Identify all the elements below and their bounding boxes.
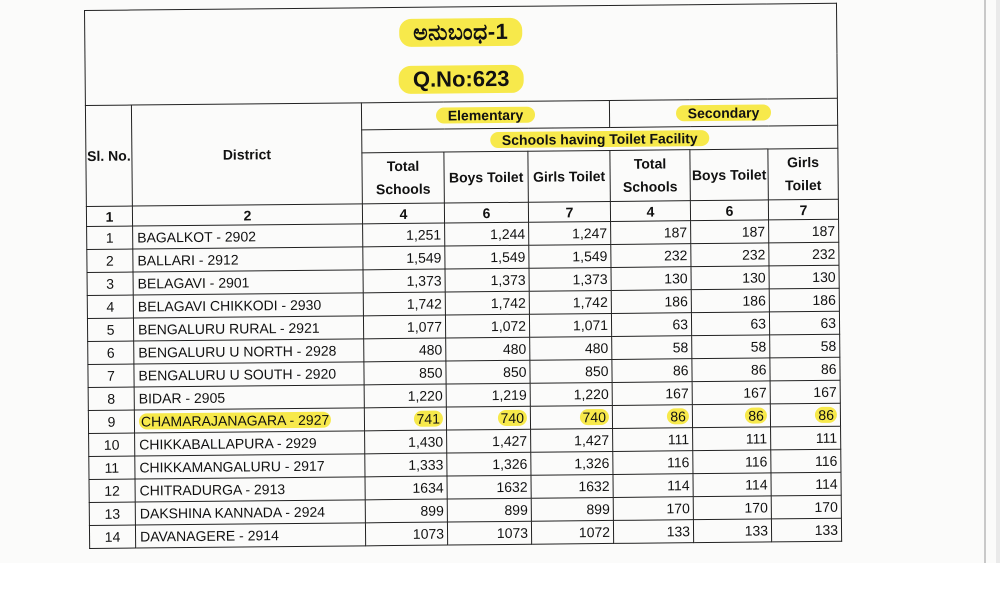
cell-e-boys [446,383,530,407]
serial-number: 6 [106,344,115,361]
secondary-header-cell [609,98,837,127]
cell-s-girls [770,334,840,358]
cell-e-girls [531,497,613,521]
district-name: CHAMARAJANAGARA - 2927 [140,411,330,430]
column-index: 6 [444,202,528,223]
cell-e-total [364,338,446,362]
cell-value: 1,549 [572,247,608,265]
cell-s-boys [692,358,770,382]
cell-value: 1,247 [572,224,608,242]
cell-sl [88,341,134,364]
cell-value: 1,742 [406,295,442,312]
cell-value: 58 [820,337,837,354]
cell-s-girls [769,288,839,312]
sl-no-header: Sl. No. [85,105,132,206]
cell-s-girls [770,380,840,404]
cell-value: 133 [744,522,769,539]
serial-number: 2 [105,252,114,269]
cell-e-boys [445,222,529,246]
cell-value: 1,326 [492,455,528,473]
cell-value: 740 [497,410,527,426]
cell-district [135,477,365,502]
cell-s-boys [692,335,770,359]
title-cell [85,3,837,61]
cell-e-total [364,384,446,408]
cell-sl [89,525,135,548]
cell-s-total [611,267,691,291]
cell-district [134,362,364,387]
cell-value: 130 [812,268,836,286]
district-name: DAVANAGERE - 2914 [139,527,279,545]
cell-value: 86 [820,360,837,377]
cell-value: 130 [742,269,766,286]
cell-e-boys [445,245,529,269]
cell-value: 133 [666,523,691,540]
cell-value: 86 [672,362,689,379]
serial-number: 10 [103,436,120,453]
cell-value: 167 [743,384,767,401]
secondary-header: Secondary [676,104,772,121]
cell-s-girls [769,219,839,243]
cell-value: 1,219 [491,386,527,404]
cell-value: 167 [665,385,689,402]
cell-value: 170 [744,499,768,516]
cell-e-total [365,453,447,477]
cell-value: 850 [503,363,527,380]
cell-e-girls [531,428,613,452]
sec-boys-toilet-header: Boys Toilet [690,149,768,201]
schools-toilet-header: Schools having Toilet Facility [490,130,710,148]
cell-value: 480 [418,341,443,358]
serial-number: 8 [107,390,116,407]
cell-e-total [363,223,445,247]
cell-value: 1,333 [408,456,444,473]
cell-e-girls [529,313,611,337]
cell-value: 116 [744,453,768,470]
cell-s-boys [693,473,771,497]
cell-s-girls [770,403,840,427]
cell-s-girls [771,518,841,542]
cell-value: 1,549 [490,248,526,266]
cell-district [135,500,365,525]
document-title: ಅನುಬಂಧ-1 [399,18,522,47]
cell-value: 1,549 [406,249,442,266]
cell-value: 133 [814,521,839,539]
elementary-header: Elementary [436,107,536,124]
table-body [87,219,842,548]
cell-value: 130 [664,270,688,287]
cell-e-boys [447,429,531,453]
cell-value: 86 [667,408,689,424]
cell-s-total [613,451,693,475]
cell-s-boys [691,266,769,290]
cell-e-boys [447,452,531,476]
serial-number: 7 [107,367,115,384]
cell-value: 899 [586,500,610,518]
cell-e-girls [529,290,611,314]
cell-s-total [613,428,693,452]
cell-s-girls [771,472,841,496]
cell-value: 186 [812,291,836,309]
cell-sl [87,318,133,341]
cell-value: 1,742 [572,293,608,311]
cell-sl [87,226,133,249]
cell-sl [87,272,133,295]
cell-value: 1,251 [406,226,442,243]
question-number: Q.No:623 [399,65,524,94]
cell-s-boys [691,289,769,313]
cell-s-total [611,244,691,268]
cell-district [134,385,364,410]
cell-e-total [365,499,447,523]
cell-value: 187 [811,222,836,240]
cell-sl [89,479,135,502]
sec-girls-toilet-header: Girls Toilet [768,148,839,200]
cell-s-total [611,290,691,314]
cell-value: 63 [672,316,689,333]
cell-s-girls [771,426,841,450]
cell-value: 86 [815,407,837,423]
cell-value: 1632 [578,477,610,495]
cell-s-boys [692,404,770,428]
cell-e-total [364,361,446,385]
cell-value: 116 [814,452,838,470]
cell-value: 1,220 [407,387,443,404]
column-index: 6 [690,200,768,221]
district-name: CHIKKAMANGALURU - 2917 [139,457,325,476]
cell-e-total [363,315,445,339]
cell-sl [88,410,134,433]
cell-value: 114 [815,475,838,493]
cell-value: 116 [666,454,690,471]
document-sheet [84,3,842,590]
cell-value: 86 [750,361,767,378]
cell-value: 114 [745,476,768,493]
district-name: BELAGAVI - 2901 [137,274,250,292]
district-name: BALLARI - 2912 [137,251,239,269]
cell-value: 1,326 [574,454,610,472]
cell-e-boys [447,521,531,545]
cell-district [133,247,363,272]
cell-sl [87,249,133,272]
elementary-header-cell [361,100,609,129]
cell-s-boys [693,496,771,520]
cell-district [135,431,365,456]
cell-e-girls [529,244,611,268]
cell-value: 480 [502,340,527,357]
cell-s-girls [769,311,839,335]
cell-e-total [363,269,445,293]
column-index: 4 [610,201,690,222]
district-name: CHITRADURGA - 2913 [139,481,286,499]
district-name: BIDAR - 2905 [138,389,226,407]
cell-value: 86 [745,407,767,423]
column-index: 4 [362,203,444,224]
cell-s-girls [771,449,841,473]
cell-sl [89,502,135,525]
cell-value: 480 [584,339,609,357]
cell-value: 170 [666,500,690,517]
cell-value: 1,077 [406,318,443,335]
district-header: District [131,103,362,206]
serial-number: 11 [104,459,120,476]
cell-s-girls [769,242,839,266]
cell-e-total [365,476,447,500]
cell-value: 232 [811,245,836,263]
cell-value: 111 [815,429,838,446]
serial-number: 4 [106,298,115,315]
cell-e-girls [531,451,613,475]
cell-e-total [364,407,446,431]
cell-value: 899 [504,501,528,518]
cell-value: 1634 [412,479,444,496]
column-index: 7 [528,201,610,222]
cell-e-boys [447,498,531,522]
cell-e-total [365,430,447,454]
cell-sl [89,456,135,479]
cell-e-girls [531,520,613,544]
cell-s-boys [691,312,769,336]
cell-s-boys [693,519,771,543]
cell-value: 741 [414,411,444,427]
cell-e-total [363,246,445,270]
cell-value: 111 [745,430,768,447]
cell-e-boys [446,406,530,430]
cell-s-total [611,221,691,245]
cell-s-boys [692,381,770,405]
cell-e-boys [447,475,531,499]
cell-value: 63 [820,314,837,331]
cell-district [134,408,364,433]
column-index: 2 [132,204,362,226]
cell-value: 187 [663,224,688,241]
cell-district [133,224,363,249]
cell-s-total [612,405,692,429]
cell-e-girls [529,221,611,245]
district-name: BAGALKOT - 2902 [137,228,257,246]
cell-e-boys [446,337,530,361]
cell-s-total [613,474,693,498]
cell-value: 58 [750,338,767,355]
cell-sl [89,433,135,456]
district-name: BELAGAVI CHIKKODI - 2930 [137,296,322,315]
toilet-facility-table [84,3,842,549]
cell-value: 1,072 [490,317,527,335]
cell-value: 1,742 [490,294,526,312]
cell-sl [87,295,133,318]
serial-number: 13 [104,505,121,522]
sec-total-schools-header: Total Schools [610,150,690,202]
serial-number: 9 [107,413,116,430]
cell-e-girls [530,382,612,406]
cell-value: 1,373 [572,270,608,288]
district-name: BENGALURU RURAL - 2921 [137,319,320,338]
serial-number: 12 [104,482,120,499]
cell-value: 186 [742,292,766,309]
cell-e-girls [531,474,613,498]
cell-value: 167 [813,383,837,401]
cell-value: 850 [585,362,609,380]
cell-sl [88,387,134,410]
cell-district [134,339,364,364]
cell-value: 899 [420,502,444,519]
elem-girls-toilet-header: Girls Toilet [528,150,610,202]
serial-number: 3 [106,275,115,292]
cell-e-girls [530,405,612,429]
cell-value: 114 [667,477,690,494]
cell-s-total [612,359,692,383]
cell-value: 1,430 [408,433,444,450]
cell-s-girls [771,495,841,519]
cell-s-boys [693,450,771,474]
serial-number: 5 [106,321,115,338]
cell-s-girls [769,265,839,289]
cell-s-total [613,520,693,544]
cell-e-total [363,292,445,316]
cell-s-boys [693,427,771,451]
cell-e-boys [445,291,529,315]
cell-e-boys [445,314,529,338]
cell-value: 111 [667,431,690,448]
scan-border [996,0,1000,563]
cell-district [135,454,365,479]
cell-s-boys [691,220,769,244]
column-index: 1 [86,206,132,226]
cell-value: 1073 [412,525,445,542]
cell-district [133,293,363,318]
cell-value: 1,220 [573,385,609,403]
cell-value: 1,373 [490,271,526,289]
cell-s-total [612,382,692,406]
column-index: 7 [768,199,838,220]
cell-value: 186 [664,293,688,310]
cell-value: 1,373 [406,272,442,289]
cell-e-total [365,522,447,546]
cell-value: 1073 [496,524,529,542]
cell-value: 63 [750,315,767,332]
cell-value: 232 [663,247,688,264]
district-name: BENGALURU U NORTH - 2928 [138,342,337,361]
serial-number: 1 [105,229,114,246]
cell-e-boys [446,360,530,384]
cell-s-total [613,497,693,521]
cell-s-total [612,336,692,360]
cell-e-girls [530,359,612,383]
cell-value: 187 [741,223,766,240]
cell-district [133,316,363,341]
cell-value: 232 [741,246,766,263]
cell-e-girls [530,336,612,360]
cell-value: 1,427 [492,432,528,450]
elem-boys-toilet-header: Boys Toilet [444,151,528,203]
cell-e-boys [445,268,529,292]
cell-e-girls [529,267,611,291]
district-name: BENGALURU U SOUTH - 2920 [138,365,337,384]
elem-total-schools-header: Total Schools [362,152,444,204]
cell-district [135,523,365,548]
scan-edge [984,0,986,563]
cell-s-girls [770,357,840,381]
cell-district [133,270,363,295]
cell-value: 1,244 [490,225,526,243]
cell-s-total [611,313,691,337]
district-name: DAKSHINA KANNADA - 2924 [139,503,326,522]
cell-value: 740 [579,409,609,425]
cell-value: 850 [419,364,443,381]
cell-sl [88,364,134,387]
cell-value: 1072 [578,523,611,541]
question-number-cell [85,54,837,106]
cell-value: 1,071 [572,316,609,334]
cell-s-boys [691,243,769,267]
cell-value: 58 [672,339,689,356]
district-name: CHIKKABALLAPURA - 2929 [139,434,317,453]
cell-value: 1632 [496,478,528,496]
cell-value: 1,427 [574,431,610,449]
cell-value: 170 [814,498,838,516]
serial-number: 14 [104,528,121,545]
